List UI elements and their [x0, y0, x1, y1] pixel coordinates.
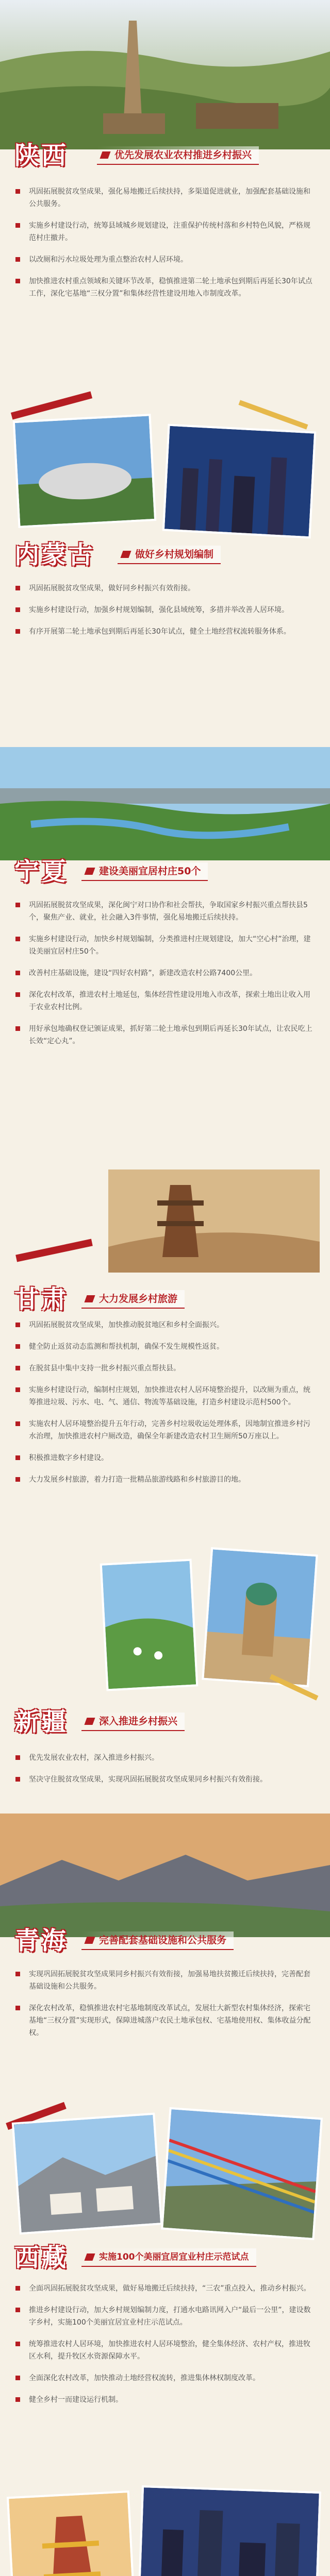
region-slogan: 建设美丽宜居村庄50个: [81, 862, 208, 881]
list-item: 全面巩固拓展脱贫攻坚成果，做好易地搬迁后续扶持，“三农”重点投入，推动乡村振兴。: [15, 2282, 315, 2295]
list-item: 统筹推进农村人居环境，加快推进农村人居环境整治，健全集体经济、农村产权，推进牧区水利，提升牧区水资源保障水平。: [15, 2338, 315, 2363]
policy-list: [15, 1752, 315, 1795]
mosque-image: [204, 1549, 316, 1685]
region-title: 青海: [14, 1926, 69, 1955]
list-item: 改善村庄基础设施，建设“四好农村路”，新建改造农村公路7400公里。: [15, 967, 315, 979]
list-item: 加快推进农村重点领域和关键环节改革，稳慎推进第二轮土地承包到期后再延长30年试点工作，深化宅基地“三权分置”和集体经营性建设用地入市制度改革。: [15, 275, 315, 300]
shaanxi-landscape-image: [0, 0, 330, 149]
village-image: [14, 2115, 160, 2232]
shaanxi-pagoda-photo: [0, 0, 330, 149]
wuhan-skyline-image: [139, 2487, 319, 2576]
decor-ribbon: [15, 1239, 93, 1262]
wetland-city-image: [0, 747, 330, 860]
list-item: 健全防止返贫动态监测和帮扶机制，确保不发生规模性返贫。: [15, 1341, 315, 1353]
list-item: 以改厕和污水垃圾处理为重点整治农村人居环境。: [15, 253, 315, 266]
decor-stripe: [239, 400, 308, 429]
list-item: 深化农村改革，推进农村土地延包，集体经营性建设用地入市改革，探索土地出让收入用于农业农村比例。: [15, 989, 315, 1013]
section-tibet: [0, 2092, 330, 2488]
mountain-sunset-image: [0, 1814, 330, 1937]
inner-mongolia-photo-2: [162, 424, 316, 539]
list-item: 优先发展农业农村，深入推进乡村振兴。: [15, 1752, 315, 1764]
policy-list: [15, 899, 315, 1057]
decor-ribbon: [11, 392, 92, 420]
region-slogan: 深入推进乡村振兴: [81, 1713, 185, 1731]
region-title: 新疆: [14, 1707, 69, 1736]
list-item: 全面深化农村改革，加快推动土地经营权流转，推进集体林权制度改革。: [15, 2372, 315, 2384]
list-item: 在脱贫县中集中支持一批乡村振兴重点帮扶县。: [15, 1362, 315, 1375]
region-title: 宁夏: [14, 857, 69, 886]
inner-mongolia-photo-1: [13, 414, 157, 528]
list-item: 实施乡村建设行动，编制村庄规划，加快推进农村人居环境整治提升，以改厕为重点，统筹推进垃圾、污水、电、气、通信、物流等基础设施，打造乡村建设示范村500个。: [15, 1384, 315, 1409]
section-qinghai: [0, 1814, 330, 2092]
region-title: 甘肃: [14, 1285, 69, 1314]
ningxia-wetland-photo: [0, 747, 330, 860]
list-item: 积极推进数字乡村建设。: [15, 1452, 315, 1464]
list-item: 用好承包地确权登记颁证成果，抓好第二轮土地承包到期后再延长30年试点，让农民吃上长效“定心丸”。: [15, 1023, 315, 1047]
policy-list: [15, 2282, 315, 2415]
stadium-image: [15, 416, 154, 526]
list-item: 实施乡村建设行动，加强乡村规划编制，强化县域统筹，多措并举改善人居环境。: [15, 604, 315, 616]
list-item: 实施乡村建设行动，统筹县域城乡规划建设，注重保护传统村落和乡村特色风貌，严格规范村庄撤并。: [15, 219, 315, 244]
policy-list: [15, 1319, 315, 1495]
list-item: 巩固拓展脱贫攻坚成果，加快推动脱贫地区和乡村全面振兴。: [15, 1319, 315, 1331]
list-item: 巩固拓展脱贫攻坚成果，强化易地搬迁后续扶持，多渠道促进就业，加强配套基础设施和公共服务。: [15, 185, 315, 210]
section-xinjiang: [0, 1551, 330, 1814]
list-item: 实施农村人居环境整治提升五年行动，完善乡村垃圾收运处理体系，因地制宜推进乡村污水治理，加快推进农村户厕改造，确保全年新建改造农村卫生厕所50万座以上。: [15, 1418, 315, 1443]
region-slogan: 做好乡村规划编制: [118, 546, 221, 564]
region-slogan: 实施100个美丽宜居宜业村庄示范试点: [81, 2248, 256, 2267]
list-item: 深化农村改革，稳慎推进农村宅基地制度改革试点，发展壮大新型农村集体经济，探索宅基地“三权分置”实现形式，保障进城落户农民土地承包权、宅基地使用权、集体收益分配权。: [15, 2002, 315, 2039]
section-inner-mongolia: [0, 392, 330, 747]
list-item: 健全乡村一而建设运行机制。: [15, 2394, 315, 2406]
list-item: 实施乡村建设行动，加快乡村规划编制，分类推进村庄规划建设，加大“空心村”治理，建设美丽宜居村庄50个。: [15, 933, 315, 958]
policy-list: [15, 1968, 315, 2048]
region-slogan: 完善配套基础设施和公共服务: [81, 1931, 234, 1950]
list-item: 巩固拓展脱贫攻坚成果，做好同乡村振兴有效衔接。: [15, 582, 315, 595]
hubei-photo-1: [7, 2490, 137, 2576]
xinjiang-photo-2: [202, 1547, 318, 1687]
xinjiang-photo-1: [100, 1559, 199, 1691]
list-item: 推进乡村建设行动，加大乡村规划编制力度，打通水电路讯网入户“最后一公里”，建设数字乡村，实施100个美丽宜居宜业村庄示范试点。: [15, 2304, 315, 2329]
list-item: 坚决守住脱贫攻坚成果，实现巩固拓展脱贫攻坚成果同乡村振兴有效衔接。: [15, 1773, 315, 1786]
region-title: 西藏: [14, 2243, 69, 2272]
tibet-photo-1: [12, 2113, 163, 2235]
list-item: 实现巩固拓展脱贫攻坚成果同乡村振兴有效衔接，加强易地扶贫搬迁后续扶持，完善配套基础设施和公共服务。: [15, 1968, 315, 1993]
pagoda-desert-image: [108, 1170, 320, 1273]
grassland-image: [102, 1561, 196, 1689]
city-night-image: [164, 426, 314, 536]
tibet-photo-2: [161, 2107, 323, 2240]
section-gansu: [0, 1164, 330, 1551]
gansu-pagoda-photo: [108, 1170, 320, 1273]
policy-list: [15, 582, 315, 647]
policy-list: [15, 185, 315, 309]
section-shaanxi: [0, 0, 330, 381]
hubei-photo-2: [137, 2485, 321, 2576]
list-item: 巩固拓展脱贫攻坚成果，深化闽宁对口协作和社会帮扶，争取国家乡村振兴重点帮扶县5个，聚焦产业、就业，社会融入3件事情，强化易地搬迁后续扶持。: [15, 899, 315, 924]
section-hubei: [0, 2488, 330, 2576]
region-title: 内蒙古: [14, 540, 95, 569]
section-ningxia: [0, 747, 330, 1164]
prayer-flags-image: [163, 2109, 320, 2238]
yellow-crane-tower-image: [9, 2493, 135, 2576]
list-item: 大力发展乡村旅游，着力打造一批精品旅游线路和乡村旅游目的地。: [15, 1473, 315, 1486]
region-slogan: 大力发展乡村旅游: [81, 1290, 185, 1309]
region-slogan: 优先发展农业农村推进乡村振兴: [97, 146, 259, 165]
qinghai-landscape-photo: [0, 1814, 330, 1937]
list-item: 有序开展第二轮土地承包到期后再延长30年试点，健全土地经营权流转服务体系。: [15, 625, 315, 638]
region-title: 陕西: [14, 141, 69, 170]
